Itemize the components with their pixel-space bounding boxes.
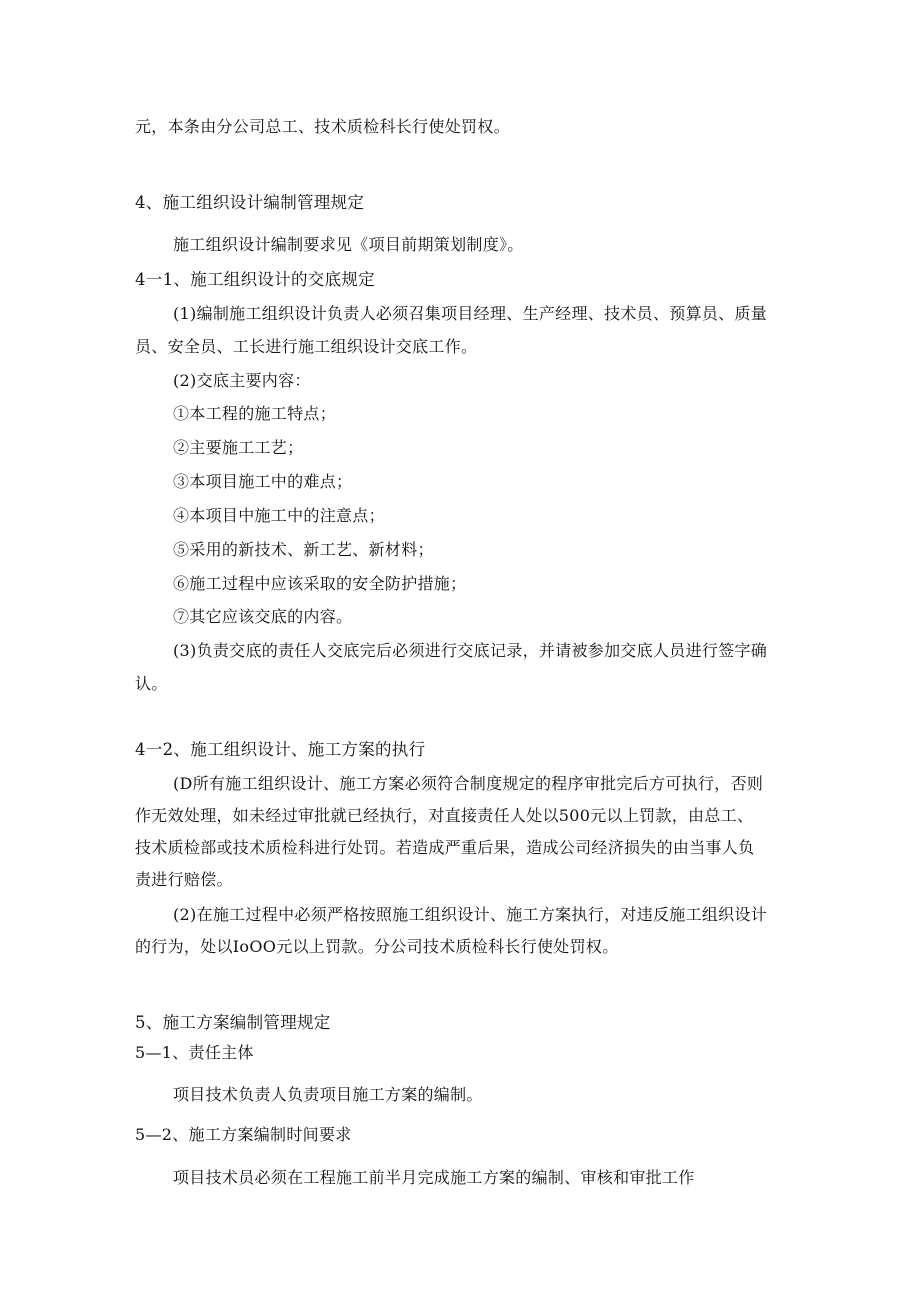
paragraph-line: 责进行赔偿。 bbox=[135, 870, 233, 889]
paragraph-line: 员、安全员、工长进行施工组织设计交底工作。 bbox=[135, 337, 478, 356]
list-item: ⑥施工过程中应该采取的安全防护措施； bbox=[173, 574, 467, 593]
paragraph-continuation: 元，本条由分公司总工、技术质检科长行使处罚权。 bbox=[135, 117, 510, 136]
list-item: ④本项目中施工中的注意点； bbox=[173, 506, 385, 525]
list-item: ③本项目施工中的难点； bbox=[173, 472, 353, 491]
paragraph-line: 技术质检部或技术质检科进行处罚。若造成严重后果，造成公司经济损失的由当事人负 bbox=[135, 838, 755, 857]
subsection-heading-4-2: 4一2、施工组织设计、施工方案的执行 bbox=[135, 740, 426, 759]
list-item: ②主要施工工艺； bbox=[173, 438, 304, 457]
subsection-heading-5-2: 5—2、施工方案编制时间要求 bbox=[135, 1125, 352, 1144]
subsection-heading-5-1: 5—1、责任主体 bbox=[135, 1043, 254, 1062]
paragraph-line: 项目技术负责人负责项目施工方案的编制。 bbox=[173, 1085, 483, 1104]
paragraph-line: (3)负责交底的责任人交底完后必须进行交底记录，并请被参加交底人员进行签字确 bbox=[173, 641, 768, 660]
paragraph-line: (2)在施工过程中必须严格按照施工组织设计、施工方案执行，对违反施工组织设计 bbox=[173, 905, 768, 924]
paragraph-line: 项目技术员必须在工程施工前半月完成施工方案的编制、审核和审批工作 bbox=[173, 1168, 695, 1187]
list-item: ⑦其它应该交底的内容。 bbox=[173, 607, 353, 626]
paragraph-line: 的行为，处以IoOO元以上罚款。分公司技术质检科长行使处罚权。 bbox=[135, 937, 619, 956]
paragraph-line: 施工组织设计编制要求见《项目前期策划制度》。 bbox=[173, 235, 524, 254]
section-heading-4: 4、施工组织设计编制管理规定 bbox=[135, 193, 365, 212]
list-item: ⑤采用的新技术、新工艺、新材料； bbox=[173, 540, 434, 559]
paragraph-line: 作无效处理，如未经过审批就已经执行，对直接责任人处以500元以上罚款，由总工、 bbox=[135, 806, 754, 825]
section-heading-5: 5、施工方案编制管理规定 bbox=[135, 1013, 331, 1032]
paragraph-line: (D所有施工组织设计、施工方案必须符合制度规定的程序审批完后方可执行，否则 bbox=[173, 774, 764, 793]
paragraph-line: (2)交底主要内容： bbox=[173, 371, 311, 390]
list-item: ①本工程的施工特点； bbox=[173, 404, 337, 423]
subsection-heading-4-1: 4一1、施工组织设计的交底规定 bbox=[135, 270, 375, 289]
paragraph-line: 认。 bbox=[135, 674, 168, 693]
paragraph-line: (1)编制施工组织设计负责人必须召集项目经理、生产经理、技术员、预算员、质量 bbox=[173, 304, 768, 323]
